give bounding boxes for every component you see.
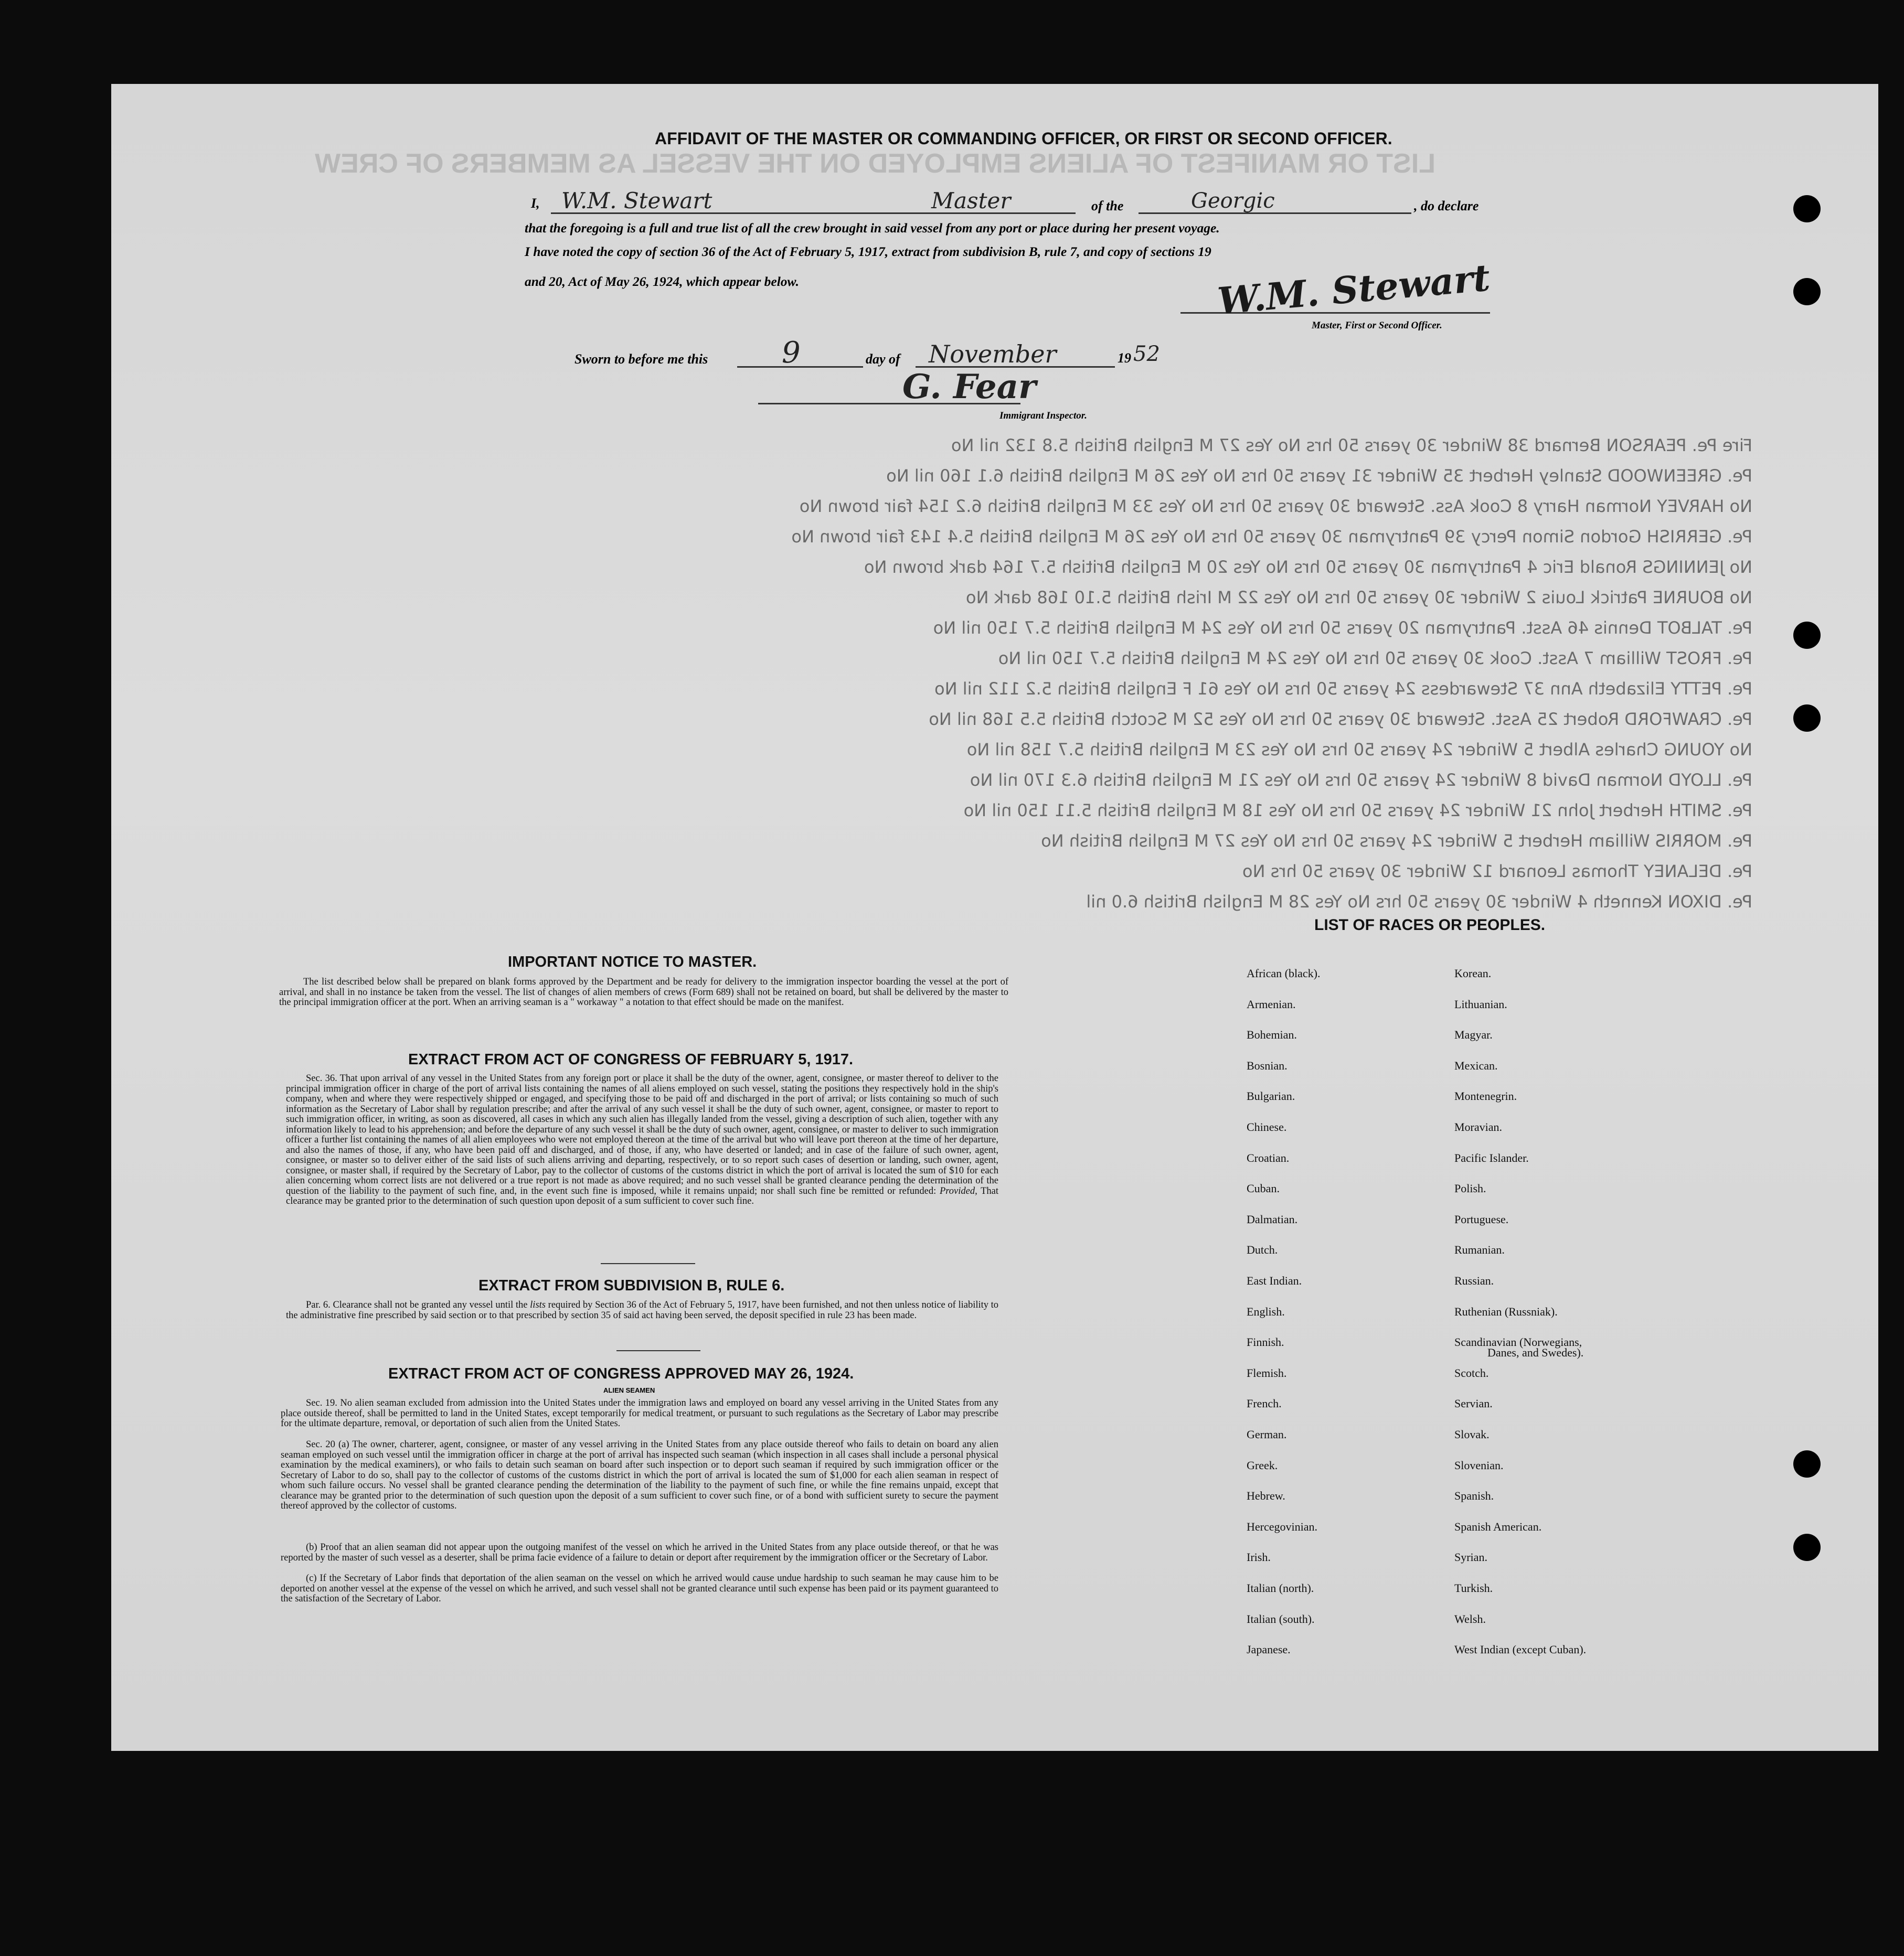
bleed-through-row: Pe. TALBOT Dennis 46 Asst. Pantryman 20 years 50 hrs No Yes 24 M English British 5.7 150 nil No bbox=[933, 618, 1752, 638]
race-item: Greek. bbox=[1247, 1458, 1278, 1472]
sec-20b-label: (b) bbox=[306, 1542, 317, 1553]
vessel-name: Georgic bbox=[1191, 189, 1275, 213]
proviso-text: That clearance may be granted prior to the determination of such question upon deposit of a sum sufficient to cover such fine. bbox=[286, 1185, 999, 1206]
race-item: Mexican. bbox=[1454, 1059, 1498, 1072]
sec-20b-body bbox=[281, 1543, 998, 1563]
race-item: Moravian. bbox=[1454, 1120, 1503, 1134]
race-item: Bohemian. bbox=[1247, 1028, 1297, 1042]
race-item: Flemish. bbox=[1247, 1366, 1287, 1380]
bleed-through-row: Pe. CRAWFORD Robert 25 Asst. Steward 30 years 50 hrs No Yes 52 M Scotch British 5.5 168 nil No bbox=[929, 709, 1752, 729]
races-title: LIST OF RACES OR PEOPLES. bbox=[1314, 916, 1546, 934]
affidavit-line-2: I have noted the copy of section 36 of the Act of February 5, 1917, extract from subdivision B, rule 7, and copy of sections 19 bbox=[525, 244, 1211, 259]
race-item: Dutch. bbox=[1247, 1243, 1278, 1257]
bleed-through-row: No JENNINGS Ronald Eric 4 Pantryman 30 years 50 hrs No Yes 20 M English British 5.7 164 dark brown No bbox=[864, 557, 1752, 577]
race-item: Polish. bbox=[1454, 1182, 1486, 1195]
race-item: East Indian. bbox=[1247, 1274, 1302, 1287]
affidavit-line-1: that the foregoing is a full and true list of all the crew brought in said vessel from any port or place during her present voyage. bbox=[525, 220, 1220, 236]
bleed-through-row: Fire Pe. PEARSON Bernard 38 Winder 30 years 50 hrs No Yes 27 M English British 5.8 132 nil No bbox=[951, 435, 1752, 455]
vessel-underline bbox=[1139, 212, 1411, 214]
affidavit-title: AFFIDAVIT OF THE MASTER OR COMMANDING OFFICER, OR FIRST OR SECOND OFFICER. bbox=[655, 129, 1392, 148]
punch-hole bbox=[1793, 704, 1821, 732]
race-item: Irish. bbox=[1247, 1551, 1271, 1564]
sec-20c-body bbox=[281, 1574, 998, 1605]
race-item: Japanese. bbox=[1247, 1643, 1291, 1656]
race-item: French. bbox=[1247, 1397, 1282, 1410]
race-item: Portuguese. bbox=[1454, 1212, 1509, 1226]
master-signature: W.M. Stewart bbox=[1216, 255, 1492, 323]
bleed-through-header: LIST OR MANIFEST OF ALIENS EMPLOYED ON THE VESSEL AS MEMBERS OF CREW bbox=[315, 148, 1435, 179]
sec-20b-text: Proof that an alien seaman did not appear upon the outgoing manifest of the vessel on which he arrived in the United States from any place outside thereof, or that he was reported by the master of such vessel as a deserter, shall be prima facie evidence of a failure to detain or deport after requirement by the immigration officer or the Secretary of Labor. bbox=[281, 1542, 999, 1563]
race-item: Ruthenian (Russniak). bbox=[1454, 1305, 1558, 1318]
sec-19-label: Sec. 19. bbox=[306, 1398, 337, 1408]
of-the-label: of the bbox=[1091, 198, 1124, 213]
sworn-day: 9 bbox=[782, 336, 801, 370]
race-item: Scandinavian (Norwegians, bbox=[1454, 1335, 1582, 1349]
race-item: Slovenian. bbox=[1454, 1458, 1504, 1472]
section-divider bbox=[601, 1263, 695, 1264]
bleed-through-row: Pe. MORRIS William Herbert 5 Winder 24 years 50 hrs No Yes 27 M English British No bbox=[1041, 831, 1752, 851]
race-item: Hebrew. bbox=[1247, 1489, 1285, 1503]
sec-19-body bbox=[281, 1398, 998, 1429]
year-prefix: 19 bbox=[1118, 350, 1131, 366]
inspector-caption: Immigrant Inspector. bbox=[999, 410, 1087, 421]
punch-hole bbox=[1793, 278, 1821, 305]
extract-1917-body bbox=[286, 1074, 998, 1207]
race-item: African (black). bbox=[1247, 967, 1321, 980]
punch-hole bbox=[1793, 622, 1821, 649]
race-item: Hercegovinian. bbox=[1247, 1520, 1317, 1533]
bleed-through-row: No BOURNE Patrick Louis 2 Winder 30 years 50 hrs No Yes 22 M Irish British 5.10 168 dark No bbox=[965, 587, 1752, 607]
race-item: Finnish. bbox=[1247, 1335, 1284, 1349]
sec-20a-text: The owner, charterer, agent, consignee, or master of any vessel arriving in the United States from any place outside thereof who fails to detain on board any alien seaman employed on such vessel until the immigration officer in charge at the port of arrival has inspected such seaman (which inspection in all cases shall include a personal physical examination by the medical examiners), or who fails to detain such seaman on board after such inspection or to deport such seaman if required by such immigration officer or the Secretary of Labor to do so, shall pay to the collector of customs of the customs district in which the port of arrival is located the sum of $1,000 for each alien seaman in respect of whom such failure occurs. No vessel shall be granted clearance pending the determination of the liability to the payment of such fine, or while the fine remains unpaid, except that clearance may be granted prior to the determination of such question upon the deposit of a sum sufficient to cover such fine, or of a bond with sufficient surety to secure the payment thereof approved by the collector of customs. bbox=[281, 1439, 998, 1511]
punch-hole bbox=[1793, 1450, 1821, 1478]
punch-hole bbox=[1793, 1534, 1821, 1561]
race-item: Bulgarian. bbox=[1247, 1089, 1295, 1103]
race-item: Russian. bbox=[1454, 1274, 1494, 1287]
officer-rank: Master bbox=[931, 188, 1011, 213]
notice-body: The list described below shall be prepared on blank forms approved by the Department and be ready for delivery to the immigration inspector boarding the vessel at the port of arrival, and shall in no instance be taken from the vessel. The list of changes of alien members of crews (Form 689) shall not be retained on board, but shall be delivered by the master to the principal immigration officer at the port. When an arriving seaman is a " workaway " a notation to that effect should be made on the manifest. bbox=[279, 977, 1008, 1008]
race-item: Dalmatian. bbox=[1247, 1212, 1298, 1226]
bleed-through-row: Pe. FROST William 7 Asst. Cook 30 years 50 hrs No Yes 24 M English British 5.7 150 nil No bbox=[998, 648, 1752, 668]
race-item: Magyar. bbox=[1454, 1028, 1493, 1042]
race-item: Turkish. bbox=[1454, 1581, 1493, 1595]
inspector-signature: G. Fear bbox=[902, 367, 1036, 407]
sec-19-text: No alien seaman excluded from admission into the United States under the immigration laws and employed on board any vessel arriving in the United States from any place outside thereof, shall be permitted to land in the United States, except temporarily for medical treatment, or pursuant to such regulations as the Secretary of Labor may prescribe for the ultimate departure, removal, or deportation of such alien from the United States. bbox=[281, 1398, 999, 1429]
race-item: Italian (north). bbox=[1247, 1581, 1314, 1595]
sec-20a-label: Sec. 20 (a) bbox=[306, 1439, 349, 1450]
sec-36-label: Sec. 36. bbox=[306, 1073, 337, 1084]
bleed-through-row: Pe. GREENWOOD Stanley Herbert 35 Winder 31 years 50 hrs No Yes 26 M English British 6.1 160 nil No bbox=[886, 466, 1752, 486]
proviso-label: Provided, bbox=[939, 1185, 977, 1196]
sworn-month: November bbox=[929, 340, 1057, 368]
punch-hole bbox=[1793, 195, 1821, 222]
bleed-through-row: Pe. GERRISH Gordon Simon Percy 39 Pantryman 30 years 50 hrs No Yes 26 M English British 5.4 143 fair brown No bbox=[791, 527, 1752, 547]
bleed-through-row: Pe. LLOYD Norman David 8 Winder 24 years 50 hrs No Yes 21 M English British 6.3 170 nil No bbox=[970, 770, 1752, 790]
affidavit-line-i bbox=[531, 196, 540, 211]
sworn-prefix: Sworn to before me this bbox=[575, 351, 708, 367]
master-signature-caption: Master, First or Second Officer. bbox=[1312, 320, 1442, 331]
race-item: Welsh. bbox=[1454, 1612, 1486, 1626]
extract-1917-title: EXTRACT FROM ACT OF CONGRESS OF FEBRUARY 5, 1917. bbox=[408, 1051, 854, 1068]
sec-20c-text: If the Secretary of Labor finds that deportation of the alien seaman on the vessel on which he arrived would cause undue hardship to such seaman he may cause him to be deported on another vessel at the expense of the vessel on which he arrived, and such vessel shall not be granted clearance until such expense has been paid or its payment guaranteed to the satisfaction of the Secretary of Labor. bbox=[281, 1573, 998, 1604]
race-item: English. bbox=[1247, 1305, 1285, 1318]
race-item: Spanish American. bbox=[1454, 1520, 1542, 1533]
section-divider bbox=[616, 1350, 700, 1351]
sec-20a-body bbox=[281, 1440, 998, 1512]
race-item: Scotch. bbox=[1454, 1366, 1489, 1380]
race-item: Chinese. bbox=[1247, 1120, 1287, 1134]
bleed-through-row: Pe. DIXON Kenneth 4 Winder 30 years 50 hrs No Yes 28 M English British 6.0 nil bbox=[1086, 892, 1752, 912]
race-item: Slovak. bbox=[1454, 1428, 1490, 1441]
day-of-label: day of bbox=[866, 351, 900, 367]
do-declare: , do declare bbox=[1414, 198, 1479, 213]
race-item: Rumanian. bbox=[1454, 1243, 1505, 1257]
affidavit-line-3: and 20, Act of May 26, 1924, which appear below. bbox=[525, 274, 799, 289]
bleed-through-row: Pe. SMITH Herbert John 21 Winder 24 years 50 hrs No Yes 18 M English British 5.11 150 nil No bbox=[963, 800, 1752, 820]
race-item: Bosnian. bbox=[1247, 1059, 1288, 1072]
race-item: Cuban. bbox=[1247, 1182, 1280, 1195]
subdivision-b-body bbox=[286, 1300, 998, 1321]
race-item: Lithuanian. bbox=[1454, 997, 1507, 1011]
i-label: I, bbox=[531, 196, 540, 211]
year-written: 52 bbox=[1133, 342, 1160, 366]
race-item: Italian (south). bbox=[1247, 1612, 1315, 1626]
sec-36-text: That upon arrival of any vessel in the United States from any foreign port or place it shall be the duty of the owner, agent, consignee, or master thereof to deliver to the principal immigration officer in charge of the port of arrival lists containing the names of all aliens employed on such vessel, stating the positions they respectively hold in the ship's company, when and where they were respectively shipped or engaged, and specifying those to be paid off and discharged in the port of arrival; or lists containing so much of such information as the Secretary of Labor shall by regulation prescribe; and after the arrival of any such vessel it shall be the duty of such owner, agent, consignee, or master to report to such immigration officer, in writing, as soon as discovered, all cases in which any such alien has illegally landed from the vessel, giving a description of such alien, together with any information likely to lead to his apprehension; and before the departure of any such vessel it shall be the duty of such owner, agent, consignee, or master to deliver to such immigration officer a further list containing the names of all alien employees who were not employed thereon at the time of the arrival but who will leave port thereon at the time of her departure, and also the names of those, if any, who have been paid off and discharged, and of those, if any, who have deserted or landed; and in case of the failure of such owner, agent, consignee, or master so to deliver either of the said lists of such aliens arriving and departing, respectively, or to so report such cases of desertion or landing, such owner, agent, consignee, or master shall, if required by the Secretary of Labor, pay to the collector of customs of the customs district in which the port of arrival is located the sum of $10 for each alien concerning whom correct lists are not delivered or a true report is not made as above required; and no such vessel shall be granted clearance pending the determination of the question of the liability to the payment of such fine, and, in the event such fine is imposed, while it remains unpaid; nor shall such fine be remitted or refunded: bbox=[286, 1073, 998, 1196]
race-item: Croatian. bbox=[1247, 1151, 1290, 1164]
race-item: Montenegrin. bbox=[1454, 1089, 1517, 1103]
par-6-lists: lists bbox=[530, 1300, 546, 1310]
bleed-through-row: No HARVEY Norman Harry 8 Cook Ass. Steward 30 years 50 hrs No Yes 33 M English British 6.2 154 fair brown No bbox=[799, 496, 1752, 516]
race-item: Syrian. bbox=[1454, 1551, 1487, 1564]
bleed-through-row: Pe. DELANEY Thomas Leonard 12 Winder 30 years 50 hrs No bbox=[1242, 861, 1752, 881]
par-6-label: Par. 6. bbox=[306, 1300, 331, 1310]
race-item: Spanish. bbox=[1454, 1489, 1494, 1503]
race-item: Pacific Islander. bbox=[1454, 1151, 1529, 1164]
bleed-through-row: No YOUNG Charles Albert 5 Winder 24 years 50 hrs No Yes 23 M English British 5.7 158 nil No bbox=[966, 740, 1752, 760]
race-item: Korean. bbox=[1454, 967, 1492, 980]
race-scandinavian-continued: Danes, and Swedes). bbox=[1487, 1346, 1584, 1359]
race-item: Servian. bbox=[1454, 1397, 1493, 1410]
race-item: Armenian. bbox=[1247, 997, 1296, 1011]
par-6-text-b: required by Section 36 of the Act of February 5, 1917, have been furnished, and not then unless notice of liability to the administrative fine prescribed by said section or to that prescribed by section 35 of said act having been served, the deposit specified in rule 23 has been made. bbox=[286, 1300, 999, 1321]
extract-1924-title: EXTRACT FROM ACT OF CONGRESS APPROVED MAY 26, 1924. bbox=[388, 1365, 854, 1382]
sec-20c-label: (c) bbox=[306, 1573, 317, 1584]
par-6-text-a: Clearance shall not be granted any vessel until the bbox=[333, 1300, 528, 1310]
race-item: German. bbox=[1247, 1428, 1287, 1441]
bleed-through-row: Pe. PETTY Elizabeth Ann 37 Stewardess 24 years 50 hrs No Yes 61 F English British 5.2 112 nil No bbox=[934, 679, 1752, 699]
subdivision-b-title: EXTRACT FROM SUBDIVISION B, RULE 6. bbox=[478, 1277, 785, 1294]
officer-name: W.M. Stewart bbox=[561, 188, 712, 213]
race-item: West Indian (except Cuban). bbox=[1454, 1643, 1587, 1656]
alien-seamen-subtitle: ALIEN SEAMEN bbox=[603, 1386, 655, 1394]
notice-title: IMPORTANT NOTICE TO MASTER. bbox=[508, 954, 757, 970]
